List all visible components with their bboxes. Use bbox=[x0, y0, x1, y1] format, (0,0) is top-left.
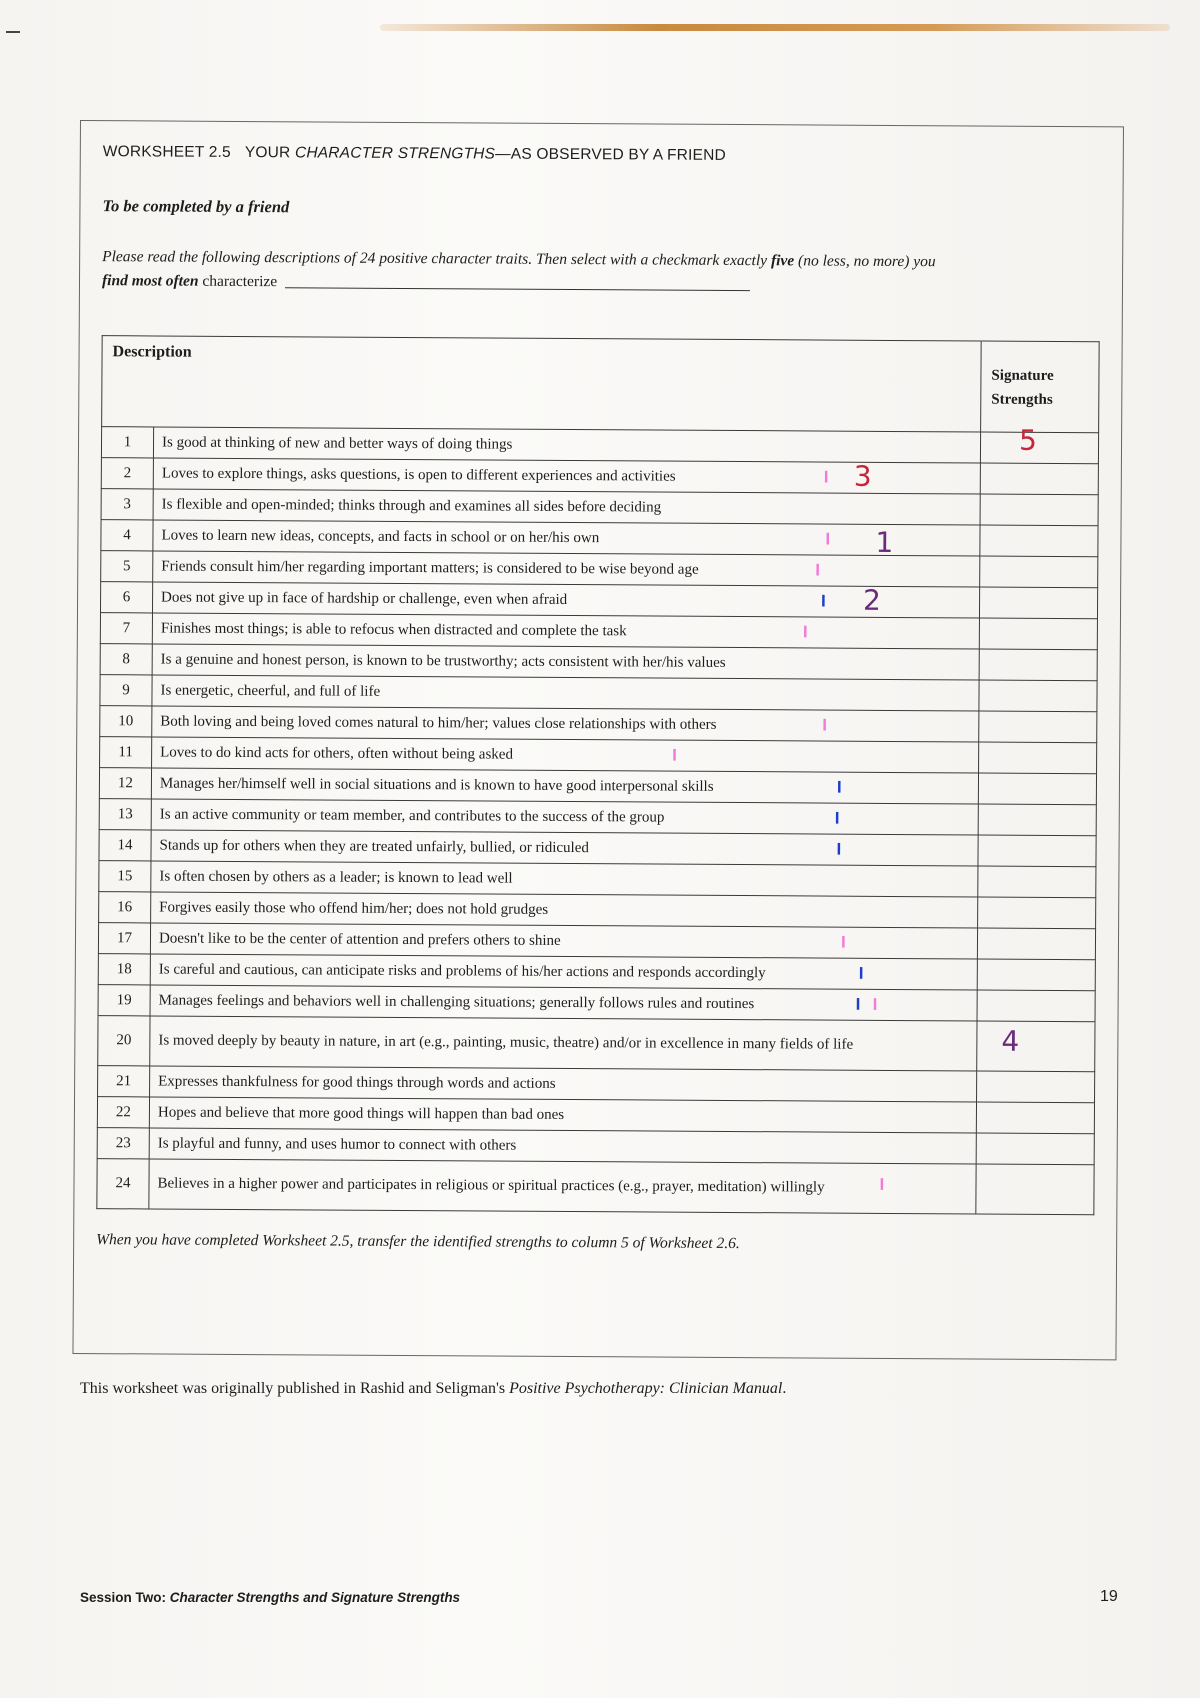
tally-mark: I bbox=[823, 467, 829, 487]
row-number: 11 bbox=[100, 737, 152, 768]
row-description bbox=[149, 1128, 976, 1164]
row-description-text: Is flexible and open-minded; thinks through and examines all sides before deciding bbox=[161, 496, 662, 516]
row-number: 22 bbox=[97, 1097, 149, 1128]
row-number: 10 bbox=[100, 706, 152, 737]
row-description bbox=[152, 613, 979, 649]
signature-strengths-header: Signature Strengths bbox=[981, 341, 1100, 433]
row-description-text: Manages feelings and behaviors well in challenging situations; generally follows rules and routines bbox=[158, 991, 755, 1012]
row-description bbox=[151, 861, 978, 897]
row-number: 4 bbox=[101, 520, 153, 551]
signature-checkbox-cell[interactable] bbox=[979, 618, 1097, 650]
row-description bbox=[153, 427, 980, 463]
row-number: 19 bbox=[98, 985, 150, 1016]
title-suffix: —AS OBSERVED BY A FRIEND bbox=[495, 145, 726, 164]
row-number: 21 bbox=[98, 1066, 150, 1097]
row-description bbox=[152, 737, 979, 773]
page-number: 19 bbox=[1100, 1588, 1118, 1605]
signature-checkbox-cell[interactable] bbox=[980, 463, 1098, 495]
row-number: 3 bbox=[101, 489, 153, 520]
row-description-text: Believes in a higher power and participates in religious or spiritual practices (e.g., prayer, meditation) willingly bbox=[157, 1175, 825, 1196]
name-blank-line[interactable] bbox=[285, 273, 750, 291]
signature-checkbox-cell[interactable] bbox=[978, 866, 1096, 898]
row-number: 17 bbox=[98, 923, 150, 954]
row-description-text: Manages her/himself well in social situations and is known to have good interpersonal skills bbox=[159, 775, 714, 795]
row-description bbox=[151, 892, 978, 928]
row-description bbox=[150, 954, 977, 990]
row-number: 20 bbox=[98, 1016, 150, 1066]
signature-checkbox-cell[interactable] bbox=[977, 1071, 1095, 1103]
row-description-text: Forgives easily those who offend him/her; does not hold grudges bbox=[159, 898, 549, 918]
description-header: Description bbox=[102, 336, 982, 432]
worksheet-frame bbox=[72, 120, 1124, 1360]
tally-mark: I bbox=[822, 715, 828, 735]
tally-mark: I bbox=[858, 963, 864, 983]
row-description-text: Expresses thankfulness for good things through words and actions bbox=[158, 1072, 556, 1092]
title-prefix: YOUR bbox=[244, 144, 296, 162]
row-number: 18 bbox=[98, 954, 150, 985]
row-number: 16 bbox=[99, 892, 151, 923]
row-number: 24 bbox=[97, 1159, 149, 1209]
row-description-text: Stands up for others when they are treated unfairly, bullied, or ridiculed bbox=[159, 836, 589, 856]
row-description-text: Loves to do kind acts for others, often without being asked bbox=[160, 744, 514, 763]
scan-edge-strip bbox=[380, 24, 1170, 31]
tally-mark: I bbox=[855, 994, 861, 1014]
publication-credit: This worksheet was originally published in Rashid and Seligman's Positive Psychotherapy: Clinician Manual. bbox=[80, 1380, 787, 1397]
row-description bbox=[150, 1066, 977, 1102]
signature-checkbox-cell[interactable] bbox=[976, 1102, 1094, 1134]
signature-checkbox-cell[interactable] bbox=[979, 649, 1097, 681]
worksheet-title bbox=[103, 143, 726, 165]
signature-checkbox-cell[interactable] bbox=[977, 928, 1095, 960]
row-description-text: Is an active community or team member, and contributes to the success of the group bbox=[159, 806, 665, 826]
strengths-table bbox=[96, 335, 1099, 1215]
row-number: 12 bbox=[99, 768, 151, 799]
row-description bbox=[152, 582, 979, 618]
rank-two: 2 bbox=[862, 583, 882, 617]
instructions bbox=[102, 245, 1107, 299]
tally-mark: I bbox=[836, 839, 842, 859]
row-description bbox=[150, 1016, 977, 1071]
row-description bbox=[150, 985, 977, 1021]
title-italic: CHARACTER STRENGTHS bbox=[294, 144, 496, 163]
tally-mark: I bbox=[836, 777, 842, 797]
rank-three: 3 bbox=[853, 459, 872, 493]
row-description bbox=[152, 706, 979, 742]
row-description-text: Loves to explore things, asks questions, is open to different experiences and activities bbox=[161, 465, 676, 485]
tally-mark: I bbox=[840, 932, 846, 952]
signature-checkbox-cell[interactable] bbox=[979, 742, 1097, 774]
tally-mark: I bbox=[879, 1174, 885, 1194]
row-description bbox=[150, 923, 977, 959]
table-row bbox=[97, 1159, 1094, 1215]
row-description-text: Finishes most things; is able to refocus when distracted and complete the task bbox=[160, 620, 627, 639]
signature-checkbox-cell[interactable] bbox=[979, 587, 1097, 619]
book-title: Positive Psychotherapy: Clinician Manual bbox=[509, 1380, 783, 1397]
row-description bbox=[149, 1097, 976, 1133]
row-description bbox=[151, 799, 978, 835]
tally-mark: I bbox=[815, 560, 821, 580]
signature-checkbox-cell[interactable] bbox=[976, 1133, 1094, 1165]
signature-checkbox-cell[interactable] bbox=[977, 990, 1095, 1022]
row-description bbox=[149, 1159, 976, 1214]
row-number: 5 bbox=[101, 551, 153, 582]
row-description bbox=[152, 675, 979, 711]
tally-mark: I bbox=[821, 591, 826, 611]
row-number: 13 bbox=[99, 799, 151, 830]
rank-four: 4 bbox=[1001, 1024, 1020, 1058]
signature-checkbox-cell[interactable] bbox=[980, 525, 1098, 557]
row-description bbox=[153, 458, 980, 494]
signature-checkbox-cell[interactable] bbox=[980, 494, 1098, 526]
row-description-text: Is careful and cautious, can anticipate risks and problems of his/her actions and responds accordingly bbox=[158, 960, 766, 981]
row-number: 1 bbox=[101, 427, 153, 458]
signature-checkbox-cell[interactable] bbox=[980, 423, 1098, 464]
signature-checkbox-cell[interactable] bbox=[976, 1164, 1094, 1215]
row-description-text: Both loving and being loved comes natural to him/her; values close relationships with others bbox=[160, 713, 717, 733]
signature-checkbox-cell[interactable] bbox=[979, 680, 1097, 712]
row-description-text: Is a genuine and honest person, is known to be trustworthy; acts consistent with her/his values bbox=[160, 651, 726, 671]
signature-checkbox-cell[interactable] bbox=[980, 556, 1098, 588]
instructions-line-2: find most often characterize bbox=[102, 269, 1107, 299]
worksheet-number: WORKSHEET 2.5 bbox=[102, 143, 231, 161]
table-header-row bbox=[102, 336, 1100, 433]
rank-one: 1 bbox=[875, 525, 894, 559]
signature-checkbox-cell[interactable] bbox=[977, 1021, 1095, 1072]
signature-checkbox-cell[interactable] bbox=[978, 804, 1096, 836]
row-description-text: Is good at thinking of new and better ways of doing things bbox=[161, 434, 513, 453]
row-description bbox=[153, 489, 980, 525]
row-description-text: Is often chosen by others as a leader; is known to lead well bbox=[159, 867, 513, 887]
row-number: 7 bbox=[100, 613, 152, 644]
session-footer: Session Two: Character Strengths and Signature Strengths bbox=[80, 1590, 461, 1605]
row-description-text: Hopes and believe that more good things will happen than bad ones bbox=[157, 1103, 565, 1123]
instructions-line-1: Please read the following descriptions of 24 positive character traits. Then select with a checkmark exactly five (no less, no more) you bbox=[102, 248, 936, 271]
row-description bbox=[153, 520, 980, 559]
signature-checkbox-cell[interactable] bbox=[978, 897, 1096, 929]
tally-mark: I bbox=[802, 622, 808, 642]
table-row bbox=[98, 1016, 1095, 1072]
row-description bbox=[152, 644, 979, 680]
row-number: 6 bbox=[100, 582, 152, 613]
signature-checkbox-cell[interactable] bbox=[979, 711, 1097, 743]
row-description-text: Does not give up in face of hardship or challenge, even when afraid bbox=[161, 589, 568, 608]
row-description-text: Is playful and funny, and uses humor to connect with others bbox=[157, 1134, 517, 1154]
row-description bbox=[153, 551, 980, 587]
tally-mark: I bbox=[834, 808, 840, 828]
tally-mark: I bbox=[825, 529, 831, 549]
row-description-text: Doesn't like to be the center of attention and prefers others to shine bbox=[158, 929, 561, 949]
row-description-text: Is energetic, cheerful, and full of life bbox=[160, 682, 381, 700]
signature-checkbox-cell[interactable] bbox=[977, 959, 1095, 991]
tally-mark: I bbox=[872, 994, 878, 1014]
row-number: 9 bbox=[100, 675, 152, 706]
row-number: 2 bbox=[101, 458, 153, 489]
row-number: 15 bbox=[99, 861, 151, 892]
scan-edge-mark bbox=[6, 31, 20, 33]
row-number: 23 bbox=[97, 1128, 149, 1159]
row-number: 8 bbox=[100, 644, 152, 675]
completed-by-note: To be completed by a friend bbox=[102, 196, 290, 217]
rank-five: 5 bbox=[1018, 423, 1037, 457]
signature-checkbox-cell[interactable] bbox=[978, 773, 1096, 805]
row-description bbox=[151, 768, 978, 804]
tally-mark: I bbox=[672, 745, 677, 765]
row-description bbox=[151, 830, 978, 866]
row-description-text: Friends consult him/her regarding important matters; is considered to be wise beyond age bbox=[161, 558, 699, 578]
row-description-text: Loves to learn new ideas, concepts, and facts in school or on her/his own bbox=[161, 527, 600, 546]
signature-checkbox-cell[interactable] bbox=[978, 835, 1096, 867]
transfer-footnote: When you have completed Worksheet 2.5, transfer the identified strengths to column 5 of Worksheet 2.6. bbox=[96, 1231, 740, 1253]
row-description-text: Is moved deeply by beauty in nature, in art (e.g., painting, music, theatre) and/or in excellence in many fields of life bbox=[158, 1032, 854, 1053]
row-number: 14 bbox=[99, 830, 151, 861]
